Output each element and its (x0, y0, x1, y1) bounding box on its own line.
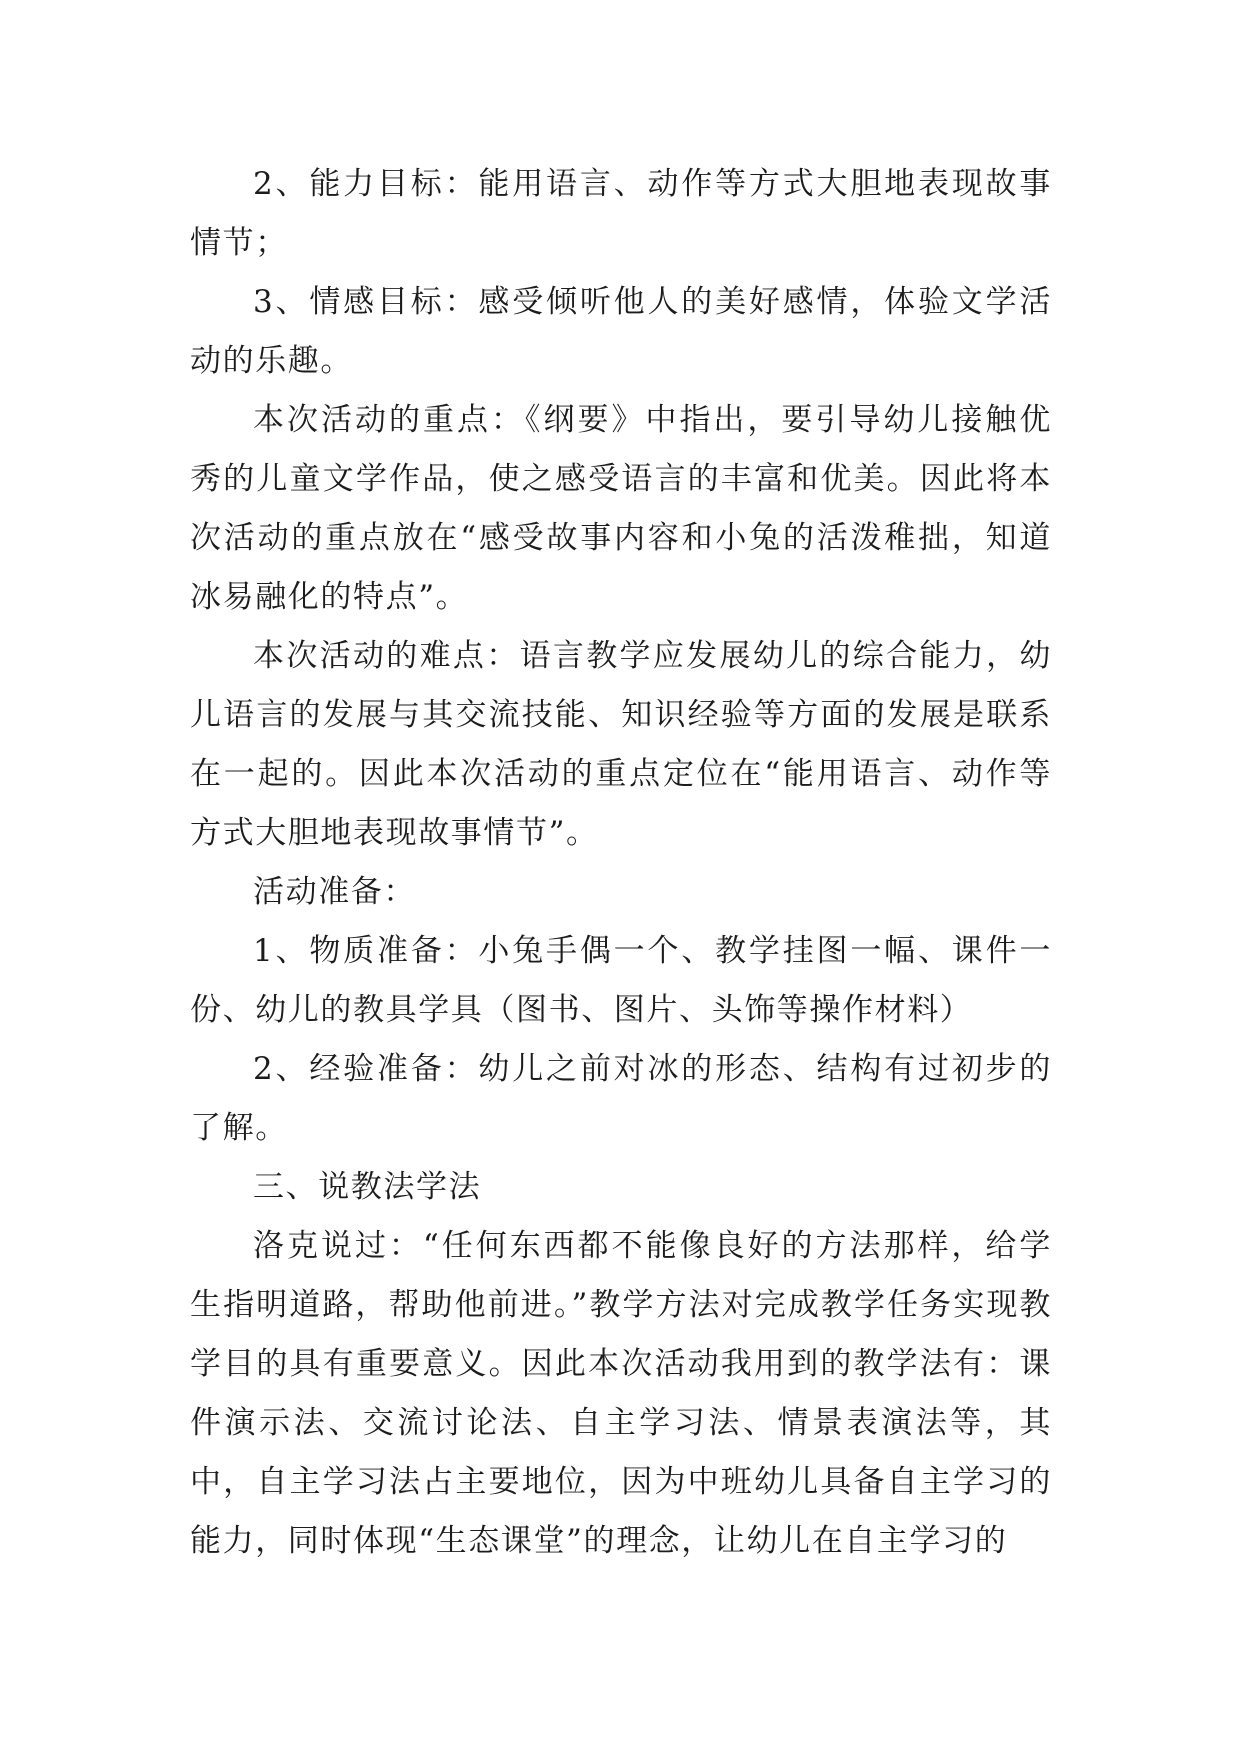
paragraph-difficulty: 本次活动的难点：语言教学应发展幼儿的综合能力，幼儿语言的发展与其交流技能、知识经验等方面的发展是联系在一起的。因此本次活动的重点定位在“能用语言、动作等方式大胆地表现故事情节”。 (190, 638, 1052, 851)
paragraph-experience-preparation: 2、经验准备：幼儿之前对冰的形态、结构有过初步的了解。 (190, 1051, 1052, 1146)
paragraph-key-point: 本次活动的重点：《纲要》中指出，要引导幼儿接触优秀的儿童文学作品，使之感受语言的丰富和优美。因此将本次活动的重点放在“感受故事内容和小兔的活泼稚拙，知道冰易融化的特点”。 (190, 402, 1052, 615)
paragraph-ability-goal: 2、能力目标：能用语言、动作等方式大胆地表现故事情节； (190, 166, 1052, 261)
paragraph-teaching-methods: 洛克说过：“任何东西都不能像良好的方法那样，给学生指明道路，帮助他前进。”教学方法对完成教学任务实现教学目的具有重要意义。因此本次活动我用到的教学法有：课件演示法、交流讨论法、自主学习法、情景表演法等，其中，自主学习法占主要地位，因为中班幼儿具备自主学习的能力，同时体现“生态课堂”的理念，让幼儿在自主学习的 (190, 1228, 1052, 1559)
paragraph-material-preparation: 1、物质准备：小兔手偶一个、教学挂图一幅、课件一份、幼儿的教具学具（图书、图片、头饰等操作材料） (190, 933, 1052, 1028)
section-heading-teaching-methods: 三、说教法学法 (253, 1169, 482, 1205)
paragraph-preparation-heading: 活动准备： (253, 874, 416, 910)
paragraph-emotion-goal: 3、情感目标：感受倾听他人的美好感情，体验文学活动的乐趣。 (190, 284, 1052, 379)
document-body (190, 155, 1052, 1571)
